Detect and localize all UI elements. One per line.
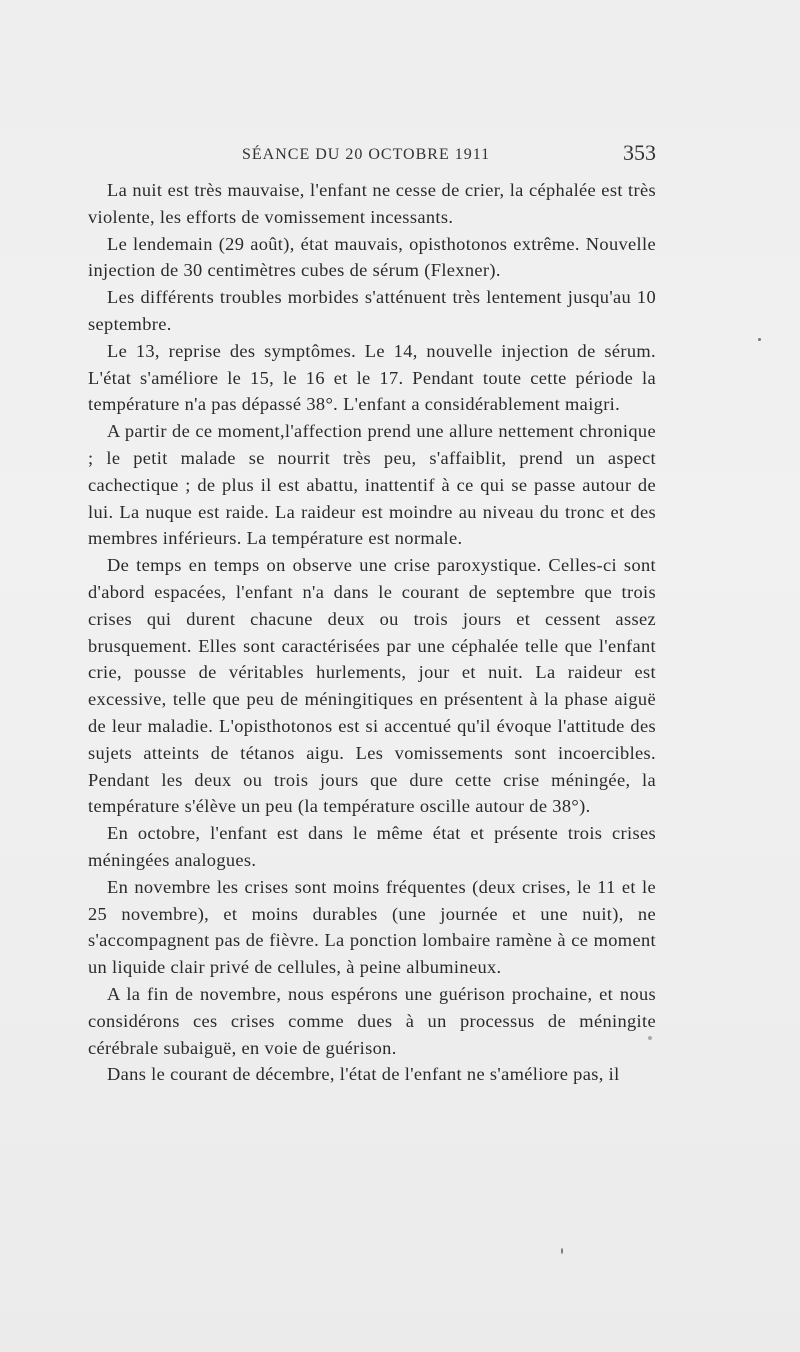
paragraph-5: A partir de ce moment,l'affection prend une allure nettement chronique ; le petit malade se nourrit très peu, s'affaiblit, prend un aspect cachectique ; de plus il est abattu, inattentif à ce qui se passe autour de lui. La nuque est raide. La raideur est moindre au niveau du tronc et des membres inférieurs. La température est normale. <box>88 421 656 549</box>
paragraph-4: Le 13, reprise des symptômes. Le 14, nouvelle injection de sérum. L'état s'améliore le 15, le 16 et le 17. Pendant toute cette période la température n'a pas dépassé 38°. L'enfant a considérablement maigri. <box>88 340 656 415</box>
header-title: SÉANCE DU 20 OCTOBRE 1911 <box>242 146 491 163</box>
paragraph-3: Les différents troubles morbides s'atténuent très lentement jusqu'au 10 septembre. <box>88 287 656 334</box>
paragraph-9: A la fin de novembre, nous espérons une guérison prochaine, et nous considérons ces crises comme dues à un processus de méningite cérébrale subaiguë, en voie de guérison. <box>88 983 656 1058</box>
body-text <box>88 177 656 1088</box>
paragraph-2: Le lendemain (29 août), état mauvais, opisthotonos extrême. Nouvelle injection de 30 centimètres cubes de sérum (Flexner). <box>88 233 656 281</box>
page-number: 353 <box>623 140 656 165</box>
paragraph-6: De temps en temps on observe une crise paroxystique. Celles-ci sont d'abord espacées, l'enfant n'a dans le courant de septembre que trois crises qui durent chacune deux ou trois jours et cessent assez brusquement. Elles sont caractérisées par une céphalée telle que l'enfant crie, pousse de véritables hurlements, jour et nuit. La raideur est excessive, telle que peu de méningitiques en présentent à la phase aiguë de leur maladie. L'opisthotonos est si accentué qu'il évoque l'attitude des sujets atteints de tétanos aigu. Les vomissements sont incoercibles. Pendant les deux ou trois jours que dure cette crise méningée, la température s'élève un peu (la température oscille autour de 38°). <box>88 555 656 817</box>
paragraph-7: En octobre, l'enfant est dans le même état et présente trois crises méningées analogues. <box>88 823 656 870</box>
paper-speck <box>648 1036 652 1040</box>
paper-speck <box>758 338 761 341</box>
paper-speck <box>561 1248 563 1254</box>
paragraph-8: En novembre les crises sont moins fréquentes (deux crises, le 11 et le 25 novembre), et moins durables (une journée et une nuit), ne s'accompagnent pas de fièvre. La ponction lombaire ramène à ce moment un liquide clair privé de cellules, à peine albumineux. <box>88 876 656 978</box>
running-header <box>88 140 656 170</box>
paragraph-10: Dans le courant de décembre, l'état de l'enfant ne s'améliore pas, il <box>107 1064 620 1085</box>
paragraph-1: La nuit est très mauvaise, l'enfant ne cesse de crier, la céphalée est très violente, les efforts de vomissement incessants. <box>88 180 656 227</box>
